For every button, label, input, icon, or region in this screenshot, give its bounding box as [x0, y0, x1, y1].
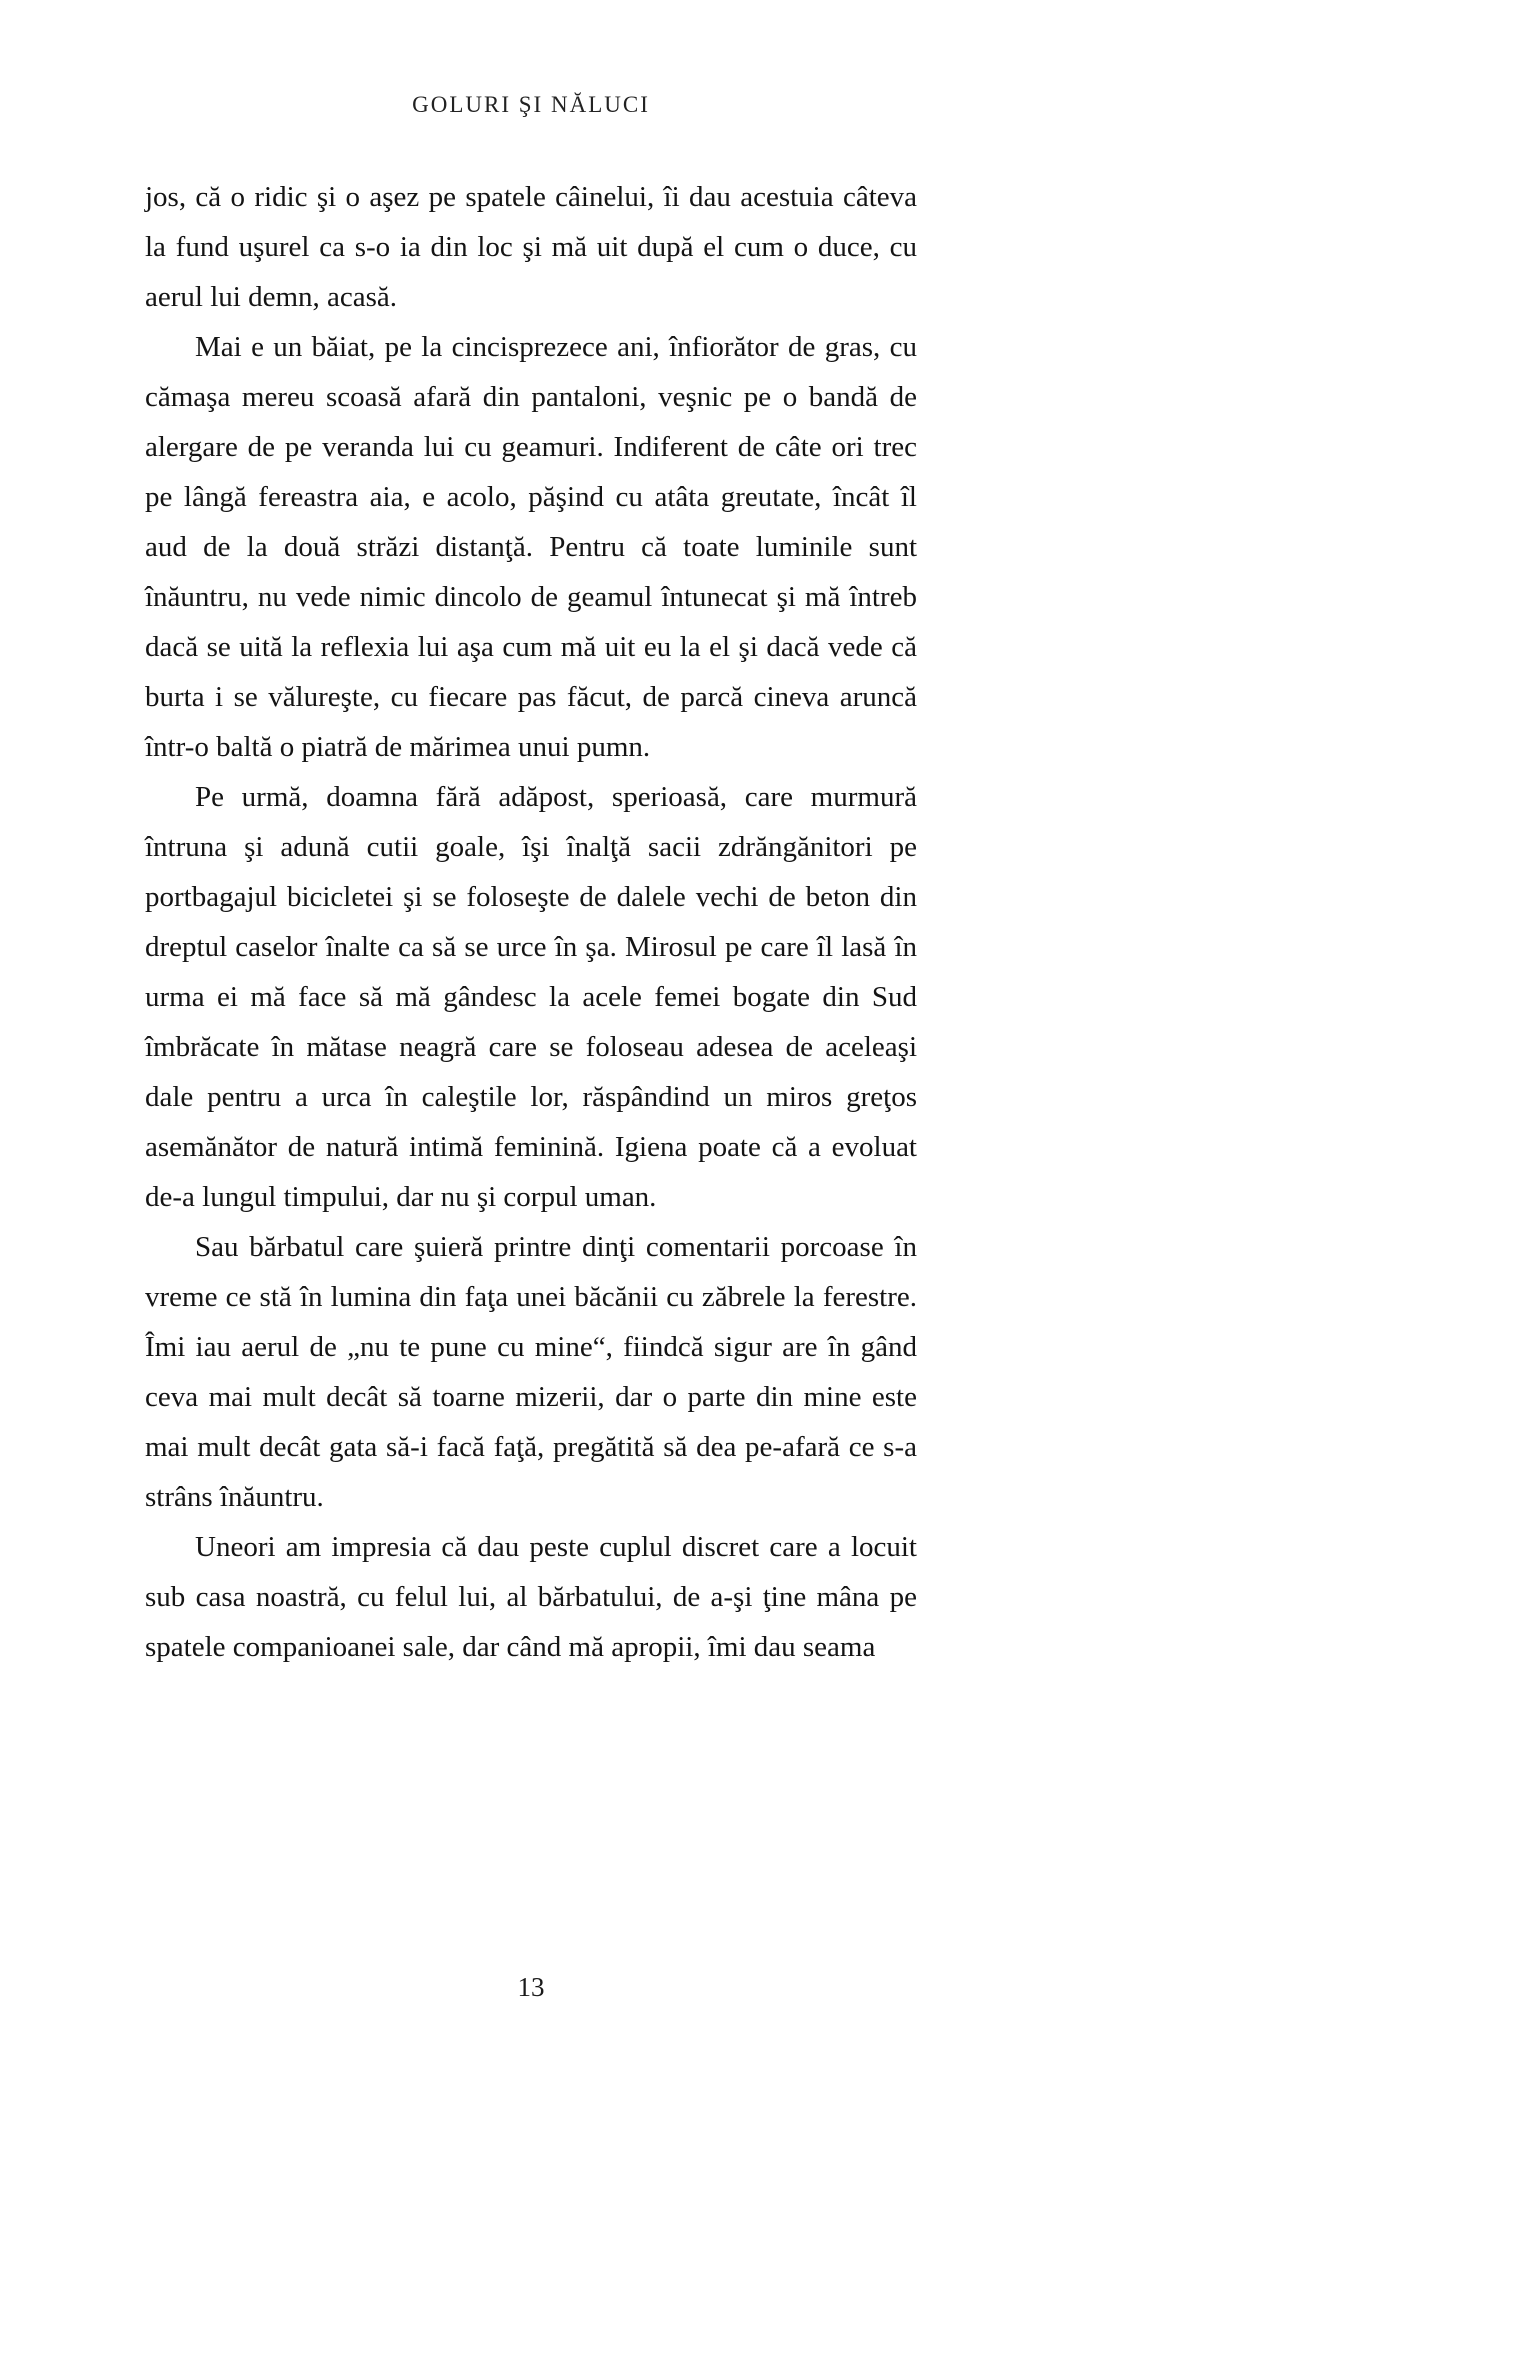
body-paragraph: Sau bărbatul care şuieră printre dinţi comentarii porcoase în vreme ce stă în lumina din faţa unei băcănii cu zăbrele la ferestre. Îmi iau aerul de „nu te pune cu mine“, fiindcă sigur are în gând ceva mai mult decât să toarne mizerii, dar o parte din mine este mai mult decât gata să-i facă faţă, pregătită să dea pe-afară ce s-a strâns înăuntru.	[145, 1231, 917, 1513]
body-paragraph: jos, că o ridic şi o aşez pe spatele câinelui, îi dau acestuia câteva la fund uşurel ca s-o ia din loc şi mă uit după el cum o duce, cu aerul lui demn, acasă.	[145, 181, 917, 313]
body-paragraph: Pe urmă, doamna fără adăpost, sperioasă, care murmură întruna şi adună cutii goale, îşi înalţă sacii zdrăngănitori pe portbagajul bicicletei şi se foloseşte de dalele vechi de beton din dreptul caselor înalte ca să se urce în şa. Mirosul pe care îl lasă în urma ei mă face să mă gândesc la acele femei bogate din Sud îmbrăcate în mătase neagră care se foloseau adesea de aceleaşi dale pentru a urca în caleştile lor, răspândind un miros greţos asemănător de natură intimă feminină. Igiena poate că a evoluat de-a lungul timpului, dar nu şi corpul uman.	[145, 781, 917, 1213]
body-text-block	[145, 172, 917, 1672]
body-paragraph: Mai e un băiat, pe la cincisprezece ani, înfiorător de gras, cu cămaşa mereu scoasă afară din pantaloni, veşnic pe o bandă de alergare de pe veranda lui cu geamuri. Indiferent de câte ori trec pe lângă fereastra aia, e acolo, păşind cu atâta greutate, încât îl aud de la două străzi distanţă. Pentru că toate luminile sunt înăuntru, nu vede nimic dincolo de geamul întunecat şi mă întreb dacă se uită la reflexia lui aşa cum mă uit eu la el şi dacă vede că burta i se vălureşte, cu fiecare pas făcut, de parcă cineva aruncă într-o baltă o piatră de mărimea unui pumn.	[145, 331, 917, 763]
running-header: GOLURI ŞI NĂLUCI	[412, 92, 650, 117]
page-number: 13	[517, 1972, 545, 2002]
body-paragraph: Uneori am impresia că dau peste cuplul discret care a locuit sub casa noastră, cu felul lui, al bărbatului, de a-şi ţine mâna pe spatele companioanei sale, dar când mă apropii, îmi dau seama	[145, 1531, 917, 1663]
